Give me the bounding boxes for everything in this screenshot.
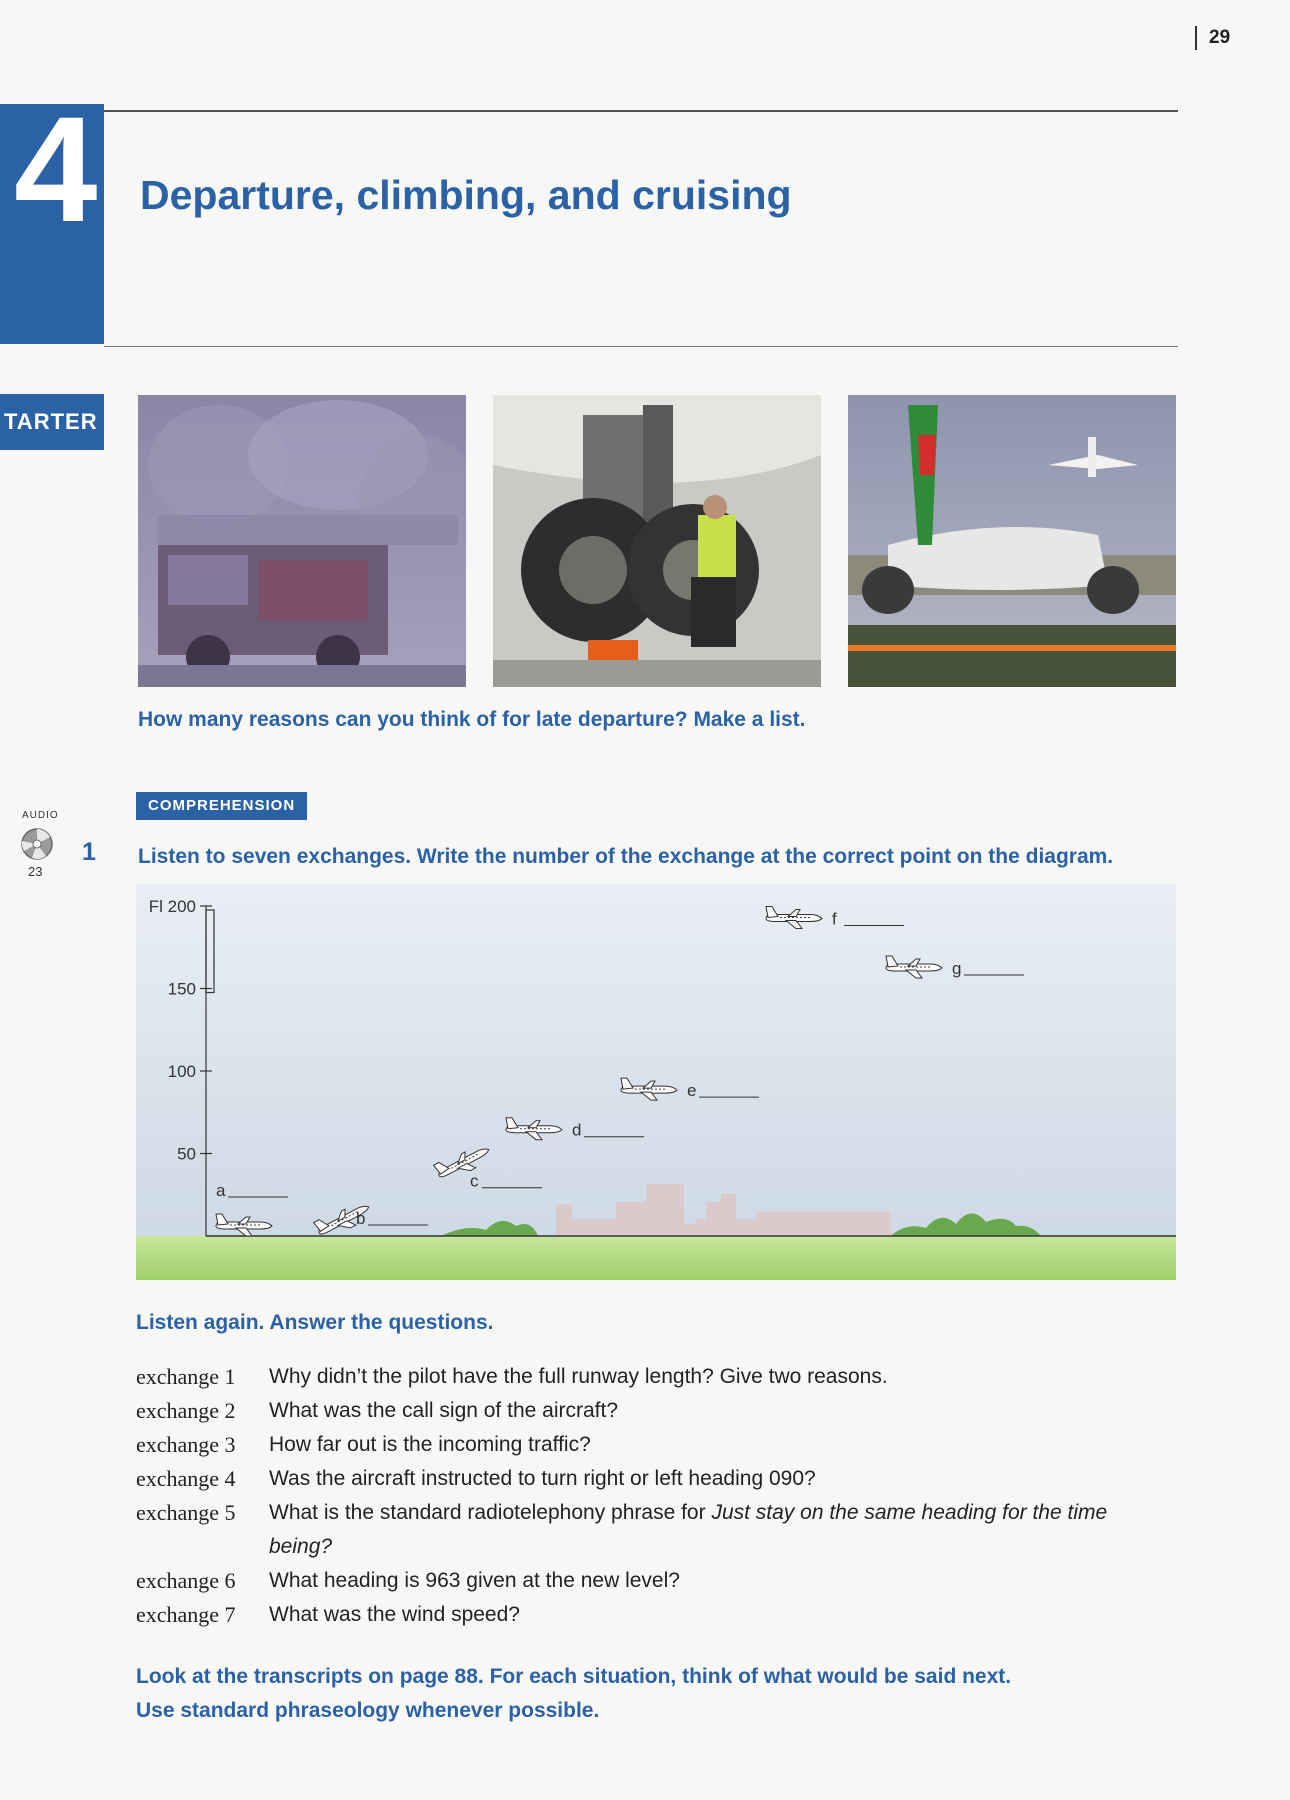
chapter-title: Departure, climbing, and cruising	[140, 172, 792, 218]
chapter-bottom-rule	[104, 346, 1178, 347]
page-number: 29	[1195, 26, 1230, 50]
transcripts-note-line-1: Look at the transcripts on page 88. For each situation, think of what would be said next.	[136, 1665, 1012, 1688]
y-tick-label: Fl 200	[148, 897, 196, 916]
exchange-row	[136, 1564, 1176, 1598]
transcripts-note-line-2: Use standard phraseology whenever possible.	[136, 1699, 600, 1722]
y-tick-label: 150	[167, 979, 196, 999]
starter-tab: TARTER	[0, 394, 104, 450]
exchange-label: exchange 5	[136, 1500, 236, 1525]
exchange-row	[136, 1394, 1176, 1428]
exchange-question: How far out is the incoming traffic?	[269, 1433, 591, 1456]
point-label: a	[216, 1181, 226, 1200]
exchange-row	[136, 1598, 1176, 1632]
diagram-ground	[136, 1236, 1176, 1280]
exercise-instruction: Listen to seven exchanges. Write the number of the exchange at the correct point on the diagram.	[138, 845, 1114, 868]
exchange-label: exchange 3	[136, 1432, 236, 1457]
exchange-question: Why didn’t the pilot have the full runway length? Give two reasons.	[269, 1365, 888, 1388]
chapter-number: 4	[14, 85, 98, 253]
y-tick-label: 100	[167, 1062, 196, 1081]
point-label: g	[952, 959, 962, 978]
point-label: e	[687, 1081, 697, 1101]
exchange-label: exchange 6	[136, 1568, 236, 1593]
exchange-question-text: What is the standard radiotelephony phrase for	[269, 1501, 712, 1524]
point-label: d	[572, 1120, 582, 1140]
audio-track-number: 23	[28, 864, 43, 879]
exchange-label: exchange 4	[136, 1466, 236, 1491]
transcripts-note	[136, 1660, 1011, 1728]
exchange-row	[136, 1428, 1176, 1462]
aircraft-landing-photo	[848, 395, 1176, 687]
city-building-left	[556, 1204, 572, 1236]
city-building-right	[756, 1212, 891, 1236]
chapter-top-rule	[104, 110, 1178, 112]
exchange-label: exchange 1	[136, 1364, 236, 1389]
y-tick-label: 50	[177, 1144, 196, 1164]
exchange-question: What was the call sign of the aircraft?	[269, 1399, 618, 1422]
exchange-question-italic: Just stay on the same heading for the time being?	[269, 1501, 1108, 1558]
comprehension-label: COMPREHENSION	[136, 792, 307, 820]
audio-cd-icon[interactable]	[20, 827, 54, 866]
exchange-list	[136, 1360, 1176, 1632]
exchange-question: Was the aircraft instructed to turn right or left heading 090?	[269, 1467, 816, 1490]
point-label: f	[832, 909, 837, 929]
audio-label: AUDIO	[22, 810, 59, 821]
exchange-row	[136, 1360, 1176, 1394]
exchange-question	[269, 1496, 1176, 1564]
exchange-label: exchange 2	[136, 1398, 236, 1423]
listen-again-heading: Listen again. Answer the questions.	[136, 1311, 494, 1334]
fire-truck-in-fog-photo	[138, 395, 466, 687]
exchange-row	[136, 1496, 1176, 1564]
exchange-label: exchange 7	[136, 1602, 236, 1627]
exchange-row	[136, 1462, 1176, 1496]
exchange-question: What was the wind speed?	[269, 1603, 520, 1626]
exercise-number: 1	[82, 838, 96, 866]
starter-question: How many reasons can you think of for late departure? Make a list.	[138, 708, 806, 731]
point-label: c	[470, 1171, 479, 1191]
flight-profile-diagram	[136, 884, 1176, 1285]
point-label: b	[356, 1209, 366, 1228]
exchange-question: What heading is 963 given at the new level?	[269, 1569, 680, 1592]
aircraft-wheel-maintenance-photo	[493, 395, 821, 687]
